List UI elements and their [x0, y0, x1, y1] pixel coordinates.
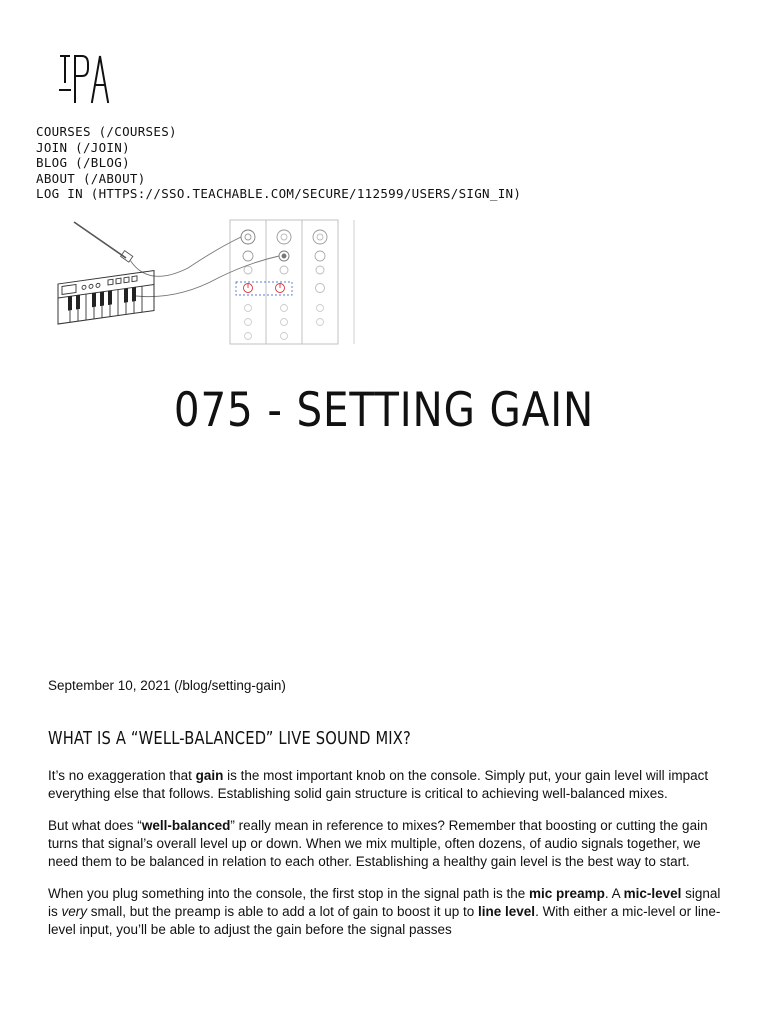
article-paragraph: [48, 885, 724, 939]
nav-link-courses[interactable]: COURSES (/COURSES): [36, 124, 177, 139]
text-run: . A: [604, 886, 624, 901]
nav-link-login[interactable]: LOG IN (HTTPS://SSO.TEACHABLE.COM/SECURE/112599/USERS/SIGN_IN): [36, 186, 522, 201]
article-paragraph: [48, 817, 724, 871]
nav-link-join[interactable]: JOIN (/JOIN): [36, 139, 130, 155]
ipa-logo[interactable]: [58, 52, 118, 108]
nav-item-about[interactable]: [36, 171, 521, 187]
text-run: But what does “: [48, 818, 142, 833]
post-meta: [48, 678, 286, 693]
bold-term: mic preamp: [529, 886, 605, 901]
nav-item-join[interactable]: [36, 140, 521, 156]
italic-term: very: [61, 904, 88, 919]
post-date: September 10, 2021: [48, 678, 171, 693]
text-run: . With either a mic-level or line-level input, you’ll be able to adjust the gain before the signal passes: [48, 904, 721, 937]
hero-illustration: [18, 218, 368, 346]
nav-link-blog[interactable]: BLOG (/BLOG): [36, 155, 130, 170]
bold-term: well-balanced: [141, 818, 231, 833]
post-permalink[interactable]: (/blog/setting-gain): [174, 678, 286, 693]
text-run: ” really mean in reference to mixes? Remember that boosting or cutting the gain turns that signal’s overall level up or down. When we mix multiple, often dozens, of audio signals together, we need them to be balanced in relation to each other. Establishing a healthy gain level is the best way to start.: [48, 818, 708, 869]
nav-item-courses[interactable]: [36, 124, 521, 140]
page-title: 075 - SETTING GAIN: [173, 383, 595, 438]
nav-item-login[interactable]: [36, 186, 521, 202]
article-body: [48, 767, 724, 953]
text-run: signal is: [48, 886, 721, 919]
bold-term: mic-level: [623, 886, 682, 901]
section-heading: WHAT IS A “WELL-BALANCED” LIVE SOUND MIX?: [48, 729, 412, 749]
text-run: When you plug something into the console, the first stop in the signal path is the: [48, 886, 530, 901]
nav-link-about[interactable]: ABOUT (/ABOUT): [36, 170, 146, 186]
text-run: It’s no exaggeration that: [48, 768, 196, 783]
text-run: small, but the preamp is able to add a lot of gain to boost it up to: [87, 904, 479, 919]
text-run: is the most important knob on the console. Simply put, your gain level will impact everything else that follows. Establishing solid gain structure is critical to achieving well-balanced mixes.: [48, 768, 709, 801]
bold-term: line level: [478, 904, 536, 919]
bold-term: gain: [195, 768, 224, 783]
main-nav: [36, 124, 521, 202]
article-paragraph: [48, 767, 724, 803]
nav-item-blog[interactable]: [36, 155, 521, 171]
